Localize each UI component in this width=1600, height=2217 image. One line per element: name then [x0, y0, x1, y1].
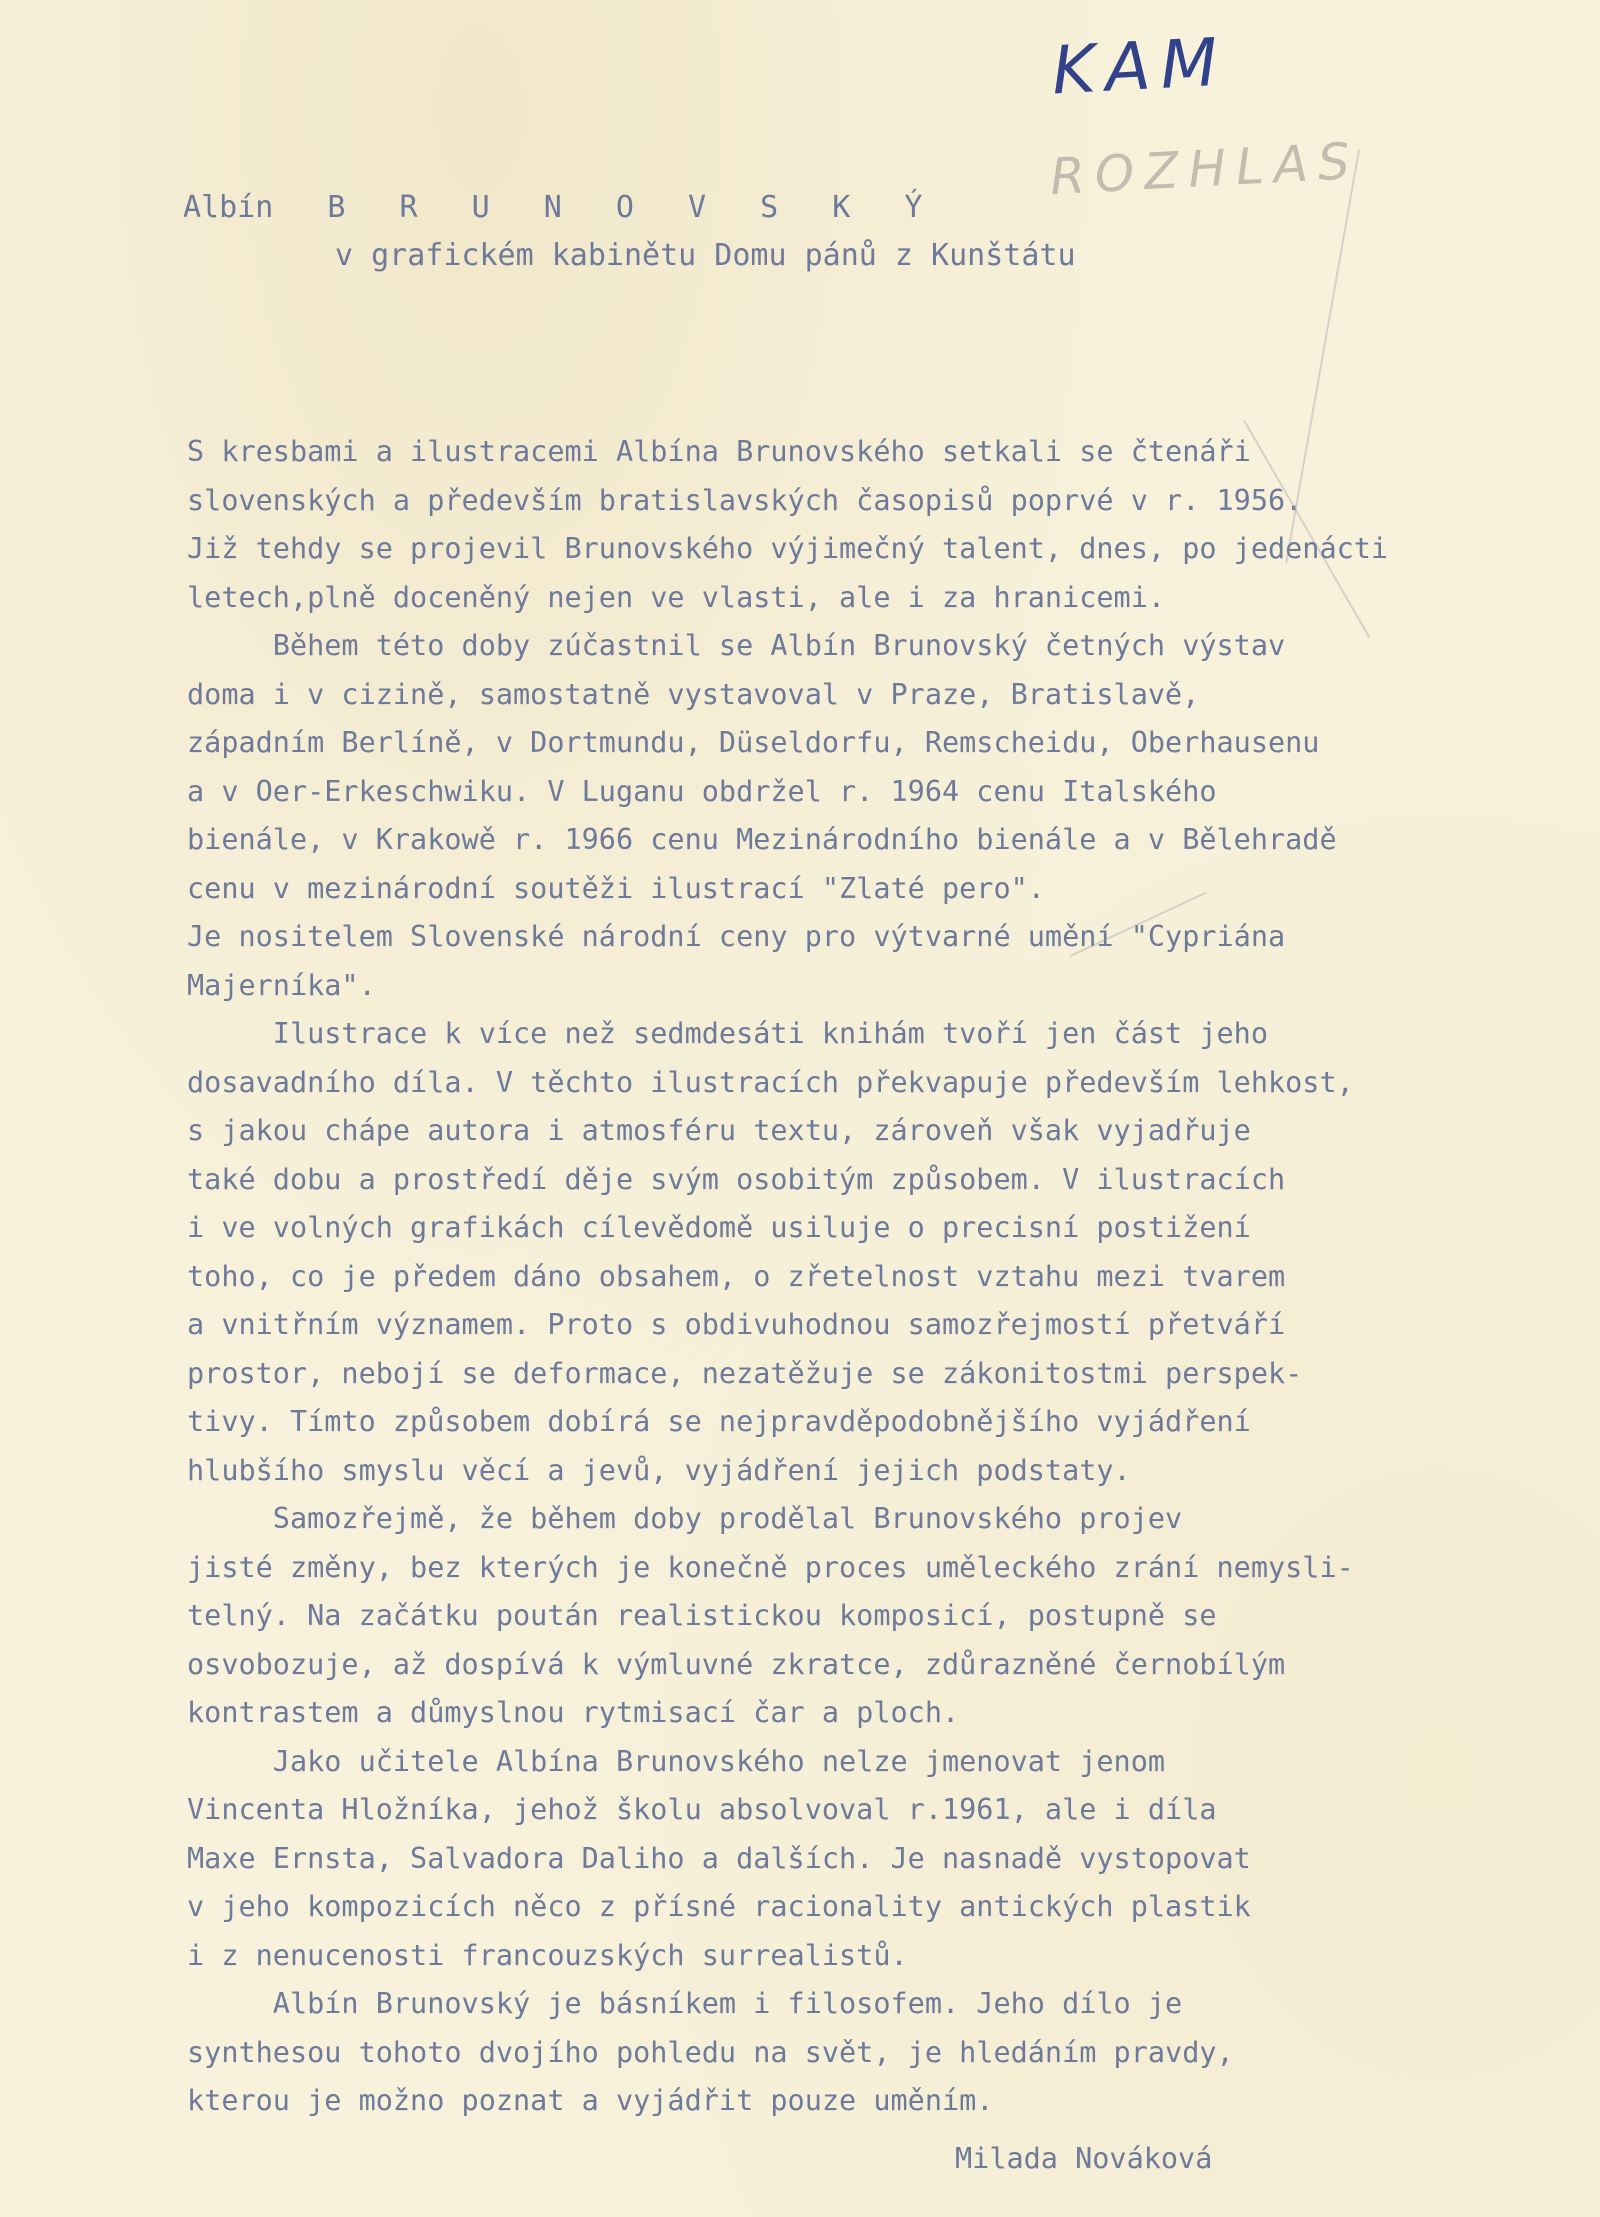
- body-line: Maxe Ernsta, Salvadora Daliho a dalších. Je nasnadě vystopovat: [187, 1841, 1251, 1875]
- body-line: jisté změny, bez kterých je konečně proces uměleckého zrání nemysli-: [187, 1550, 1354, 1584]
- body-line: s jakou chápe autora i atmosféru textu, zároveň však vyjadřuje: [187, 1114, 1251, 1147]
- body-line: synthesou tohoto dvojího pohledu na svět, je hledáním pravdy,: [187, 2035, 1234, 2069]
- body-line: Během této doby zúčastnil se Albín Brunovský četných výstav: [187, 629, 1286, 662]
- body-line: prostor, nebojí se deformace, nezatěžuje se zákonitostmi perspek-: [187, 1356, 1303, 1390]
- handwritten-annotation-pencil: ROZHLAS: [1048, 131, 1362, 207]
- body-line: také dobu a prostředí děje svým osobitým způsobem. V ilustracích: [187, 1162, 1286, 1196]
- body-line: i z nenucenosti francouzských surrealistů.: [187, 1938, 908, 1972]
- body-line: telný. Na začátku poután realistickou komposicí, postupně se: [187, 1599, 1217, 1632]
- body-line: slovenských a především bratislavských časopisů poprvé v r. 1956.: [187, 483, 1303, 517]
- body-line: kterou je možno poznat a vyjádřit pouze uměním.: [187, 2084, 994, 2117]
- body-line: západním Berlíně, v Dortmundu, Düseldorfu, Remscheidu, Oberhausenu: [187, 726, 1320, 759]
- document-heading: [183, 190, 940, 225]
- body-line: toho, co je předem dáno obsahem, o zřetelnost vztahu mezi tvarem: [187, 1259, 1286, 1293]
- body-line: Vincenta Hložníka, jehož školu absolvoval r.1961, ale i díla: [187, 1793, 1217, 1826]
- body-line: a vnitřním významem. Proto s obdivuhodnou samozřejmostí přetváří: [187, 1308, 1286, 1341]
- body-line: v jeho kompozicích něco z přísné racionality antických plastik: [187, 1890, 1251, 1923]
- body-line: Ilustrace k více než sedmdesáti knihám tvoří jen část jeho: [187, 1017, 1268, 1050]
- body-line: cenu v mezinárodní soutěži ilustrací "Zlaté pero".: [187, 871, 1045, 905]
- body-line: Je nositelem Slovenské národní ceny pro výtvarné umění "Cypriána: [187, 920, 1286, 953]
- body-line: Majerníka".: [187, 968, 376, 1002]
- body-text: [187, 428, 1557, 2126]
- signature: Milada Nováková: [955, 2142, 1213, 2175]
- body-line: Již tehdy se projevil Brunovského výjimečný talent, dnes, po jedenácti: [187, 532, 1389, 565]
- author-first-name: Albín: [183, 190, 274, 225]
- body-line: a v Oer-Erkeschwiku. V Luganu obdržel r. 1964 cenu Italského: [187, 774, 1217, 808]
- document-subtitle: v grafickém kabinětu Domu pánů z Kunštátu: [335, 238, 1076, 273]
- body-line: tivy. Tímto způsobem dobírá se nejpravděpodobnějšího vyjádření: [187, 1405, 1251, 1438]
- body-line: S kresbami a ilustracemi Albína Brunovského setkali se čtenáři: [187, 435, 1251, 468]
- body-line: letech,plně doceněný nejen ve vlasti, ale i za hranicemi.: [187, 580, 1166, 614]
- body-line: Jako učitele Albína Brunovského nelze jmenovat jenom: [187, 1744, 1166, 1778]
- body-line: kontrastem a důmyslnou rytmisací čar a ploch.: [187, 1696, 960, 1729]
- body-line: dosavadního díla. V těchto ilustracích překvapuje především lehkost,: [187, 1065, 1354, 1099]
- author-last-name: B R U N O V S K Ý: [327, 190, 941, 225]
- body-line: Samozřejmě, že během doby prodělal Brunovského projev: [187, 1502, 1183, 1535]
- body-line: osvobozuje, až dospívá k výmluvné zkratce, zdůrazněné černobílým: [187, 1647, 1286, 1681]
- body-line: doma i v cizině, samostatně vystavoval v Praze, Bratislavě,: [187, 677, 1200, 711]
- body-line: Albín Brunovský je básníkem i filosofem. Jeho dílo je: [187, 1987, 1183, 2020]
- body-line: bienále, v Krakowě r. 1966 cenu Mezinárodního bienále a v Bělehradě: [187, 823, 1337, 856]
- body-line: hlubšího smyslu věcí a jevů, vyjádření jejich podstaty.: [187, 1453, 1131, 1487]
- body-line: i ve volných grafikách cílevědomě usiluje o precisní postižení: [187, 1211, 1251, 1244]
- handwritten-annotation-ink: KAM: [1050, 23, 1230, 110]
